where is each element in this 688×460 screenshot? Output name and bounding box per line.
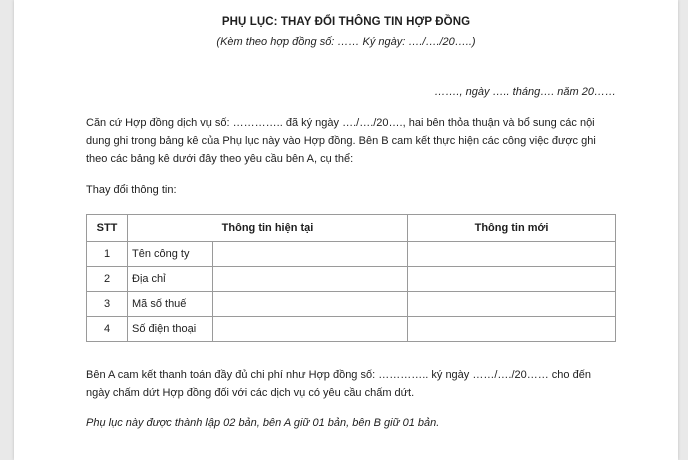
row-current-value[interactable] xyxy=(213,292,408,317)
table-row xyxy=(87,267,616,292)
row-new-value[interactable] xyxy=(408,317,616,342)
paragraph-copies: Phụ lục này được thành lập 02 bản, bên A giữ 01 bản, bên B giữ 01 bản. xyxy=(86,417,440,429)
header-current-info: Thông tin hiện tại xyxy=(128,215,408,242)
paragraph-basis: Căn cứ Hợp đồng dịch vụ số: ………….. đã ký ngày …./…./20…., hai bên thỏa thuận và bổ sung các nội dung ghi trong bảng kê của Phụ lục này vào Hợp đồng. Bên B cam kết thực hiện các công việc được ghi theo các bảng kê dưới đây theo yêu cầu bên A, cụ thể: xyxy=(86,117,596,165)
row-current-value[interactable] xyxy=(213,242,408,267)
document-page xyxy=(14,0,678,460)
row-stt: 1 xyxy=(87,242,128,267)
row-stt: 2 xyxy=(87,267,128,292)
table-row xyxy=(87,292,616,317)
row-stt: 3 xyxy=(87,292,128,317)
row-new-value[interactable] xyxy=(408,267,616,292)
header-stt: STT xyxy=(87,215,128,242)
row-current-value[interactable] xyxy=(213,267,408,292)
paragraph-change-info: Thay đổi thông tin: xyxy=(86,184,177,196)
header-new-info: Thông tin mới xyxy=(408,215,616,242)
row-current-value[interactable] xyxy=(213,317,408,342)
table-row xyxy=(87,242,616,267)
row-label: Tên công ty xyxy=(128,242,213,267)
row-label: Số điện thoại xyxy=(128,317,213,342)
row-new-value[interactable] xyxy=(408,292,616,317)
row-new-value[interactable] xyxy=(408,242,616,267)
document-subtitle: (Kèm theo hợp đồng số: …… Ký ngày: …./…./20…..) xyxy=(216,36,476,48)
row-label: Địa chỉ xyxy=(128,267,213,292)
info-change-table xyxy=(86,214,616,342)
paragraph-payment: Bên A cam kết thanh toán đầy đủ chi phí như Hợp đồng số: ………….. ký ngày ……/…./20…… cho đến ngày chấm dứt Hợp đồng đối với các dịch vụ có yêu cầu chấm dứt. xyxy=(86,369,591,399)
date-line: ……., ngày ….. tháng…. năm 20…… xyxy=(434,86,616,98)
document-title: PHỤ LỤC: THAY ĐỔI THÔNG TIN HỢP ĐỒNG xyxy=(221,16,471,28)
row-label: Mã số thuế xyxy=(128,292,213,317)
row-stt: 4 xyxy=(87,317,128,342)
table-header-row xyxy=(87,215,616,242)
table-row xyxy=(87,317,616,342)
